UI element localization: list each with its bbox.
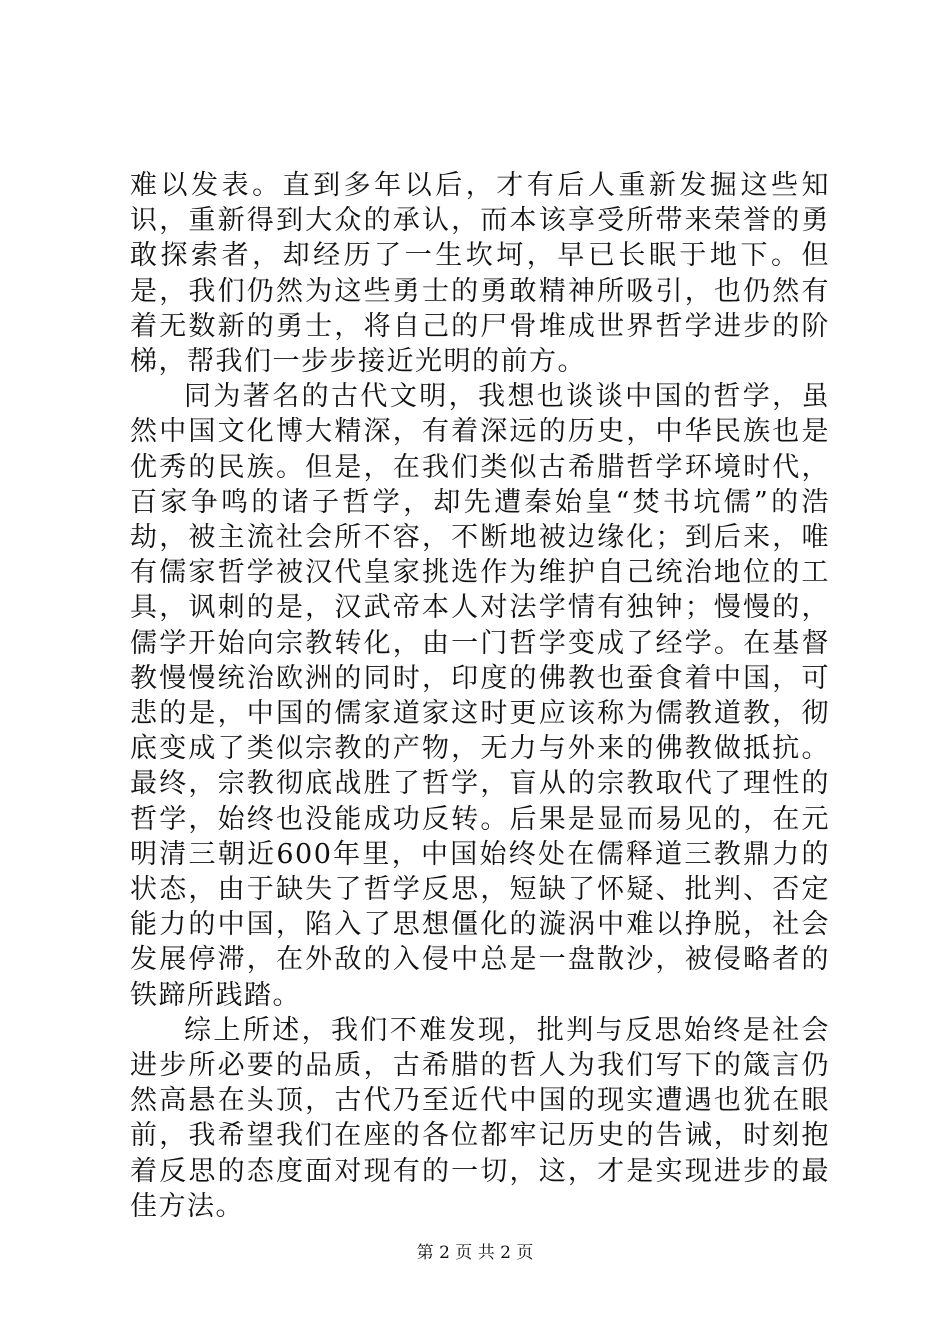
paragraph-continued: 难以发表。直到多年以后，才有后人重新发掘这些知识，重新得到大众的承认，而本该享受所带来荣誉的勇敢探索者，却经历了一生坎坷，早已长眠于地下。但是，我们仍然为这些勇士的勇敢精神所吸引，也仍然有着无数新的勇士，将自己的尸骨堆成世界哲学进步的阶梯，帮我们一步步接近光明的前方。	[130, 170, 830, 378]
paragraph-chinese-philosophy: 同为著名的古代文明，我想也谈谈中国的哲学，虽然中国文化博大精深，有着深远的历史，中华民族也是优秀的民族。但是，在我们类似古希腊哲学环境时代，百家争鸣的诸子哲学，却先遭秦始皇“焚书坑儒”的浩劫，被主流社会所不容，不断地被边缘化；到后来，唯有儒家哲学被汉代皇家挑选作为维护自己统治地位的工具，讽刺的是，汉武帝本人对法学情有独钟；慢慢的，儒学开始向宗教转化，由一门哲学变成了经学。在基督教慢慢统治欧洲的同时，印度的佛教也蚕食着中国，可悲的是，中国的儒家道家这时更应该称为儒教道教，彻底变成了类似宗教的产物，无力与外来的佛教做抵抗。最终，宗教彻底战胜了哲学，盲从的宗教取代了理性的哲学，始终也没能成功反转。后果是显而易见的，在元明清三朝近600年里，中国始终处在儒释道三教鼎力的状态，由于缺失了哲学反思，短缺了怀疑、批判、否定能力的中国，陷入了思想僵化的漩涡中难以挣脱，社会发展停滞，在外敌的入侵中总是一盘散沙，被侵略者的铁蹄所践踏。	[130, 381, 830, 1011]
paragraph-conclusion: 综上所述，我们不难发现，批判与反思始终是社会进步所必要的品质，古希腊的哲人为我们写下的箴言仍然高悬在头顶，古代乃至近代中国的现实遭遇也犹在眼前，我希望我们在座的各位都牢记历史的告诫，时刻抱着反思的态度面对现有的一切，这，才是实现进步的最佳方法。	[130, 1014, 830, 1222]
document-body	[130, 168, 830, 1224]
page-number-footer: 第 2 页 共 2 页	[416, 1243, 534, 1263]
